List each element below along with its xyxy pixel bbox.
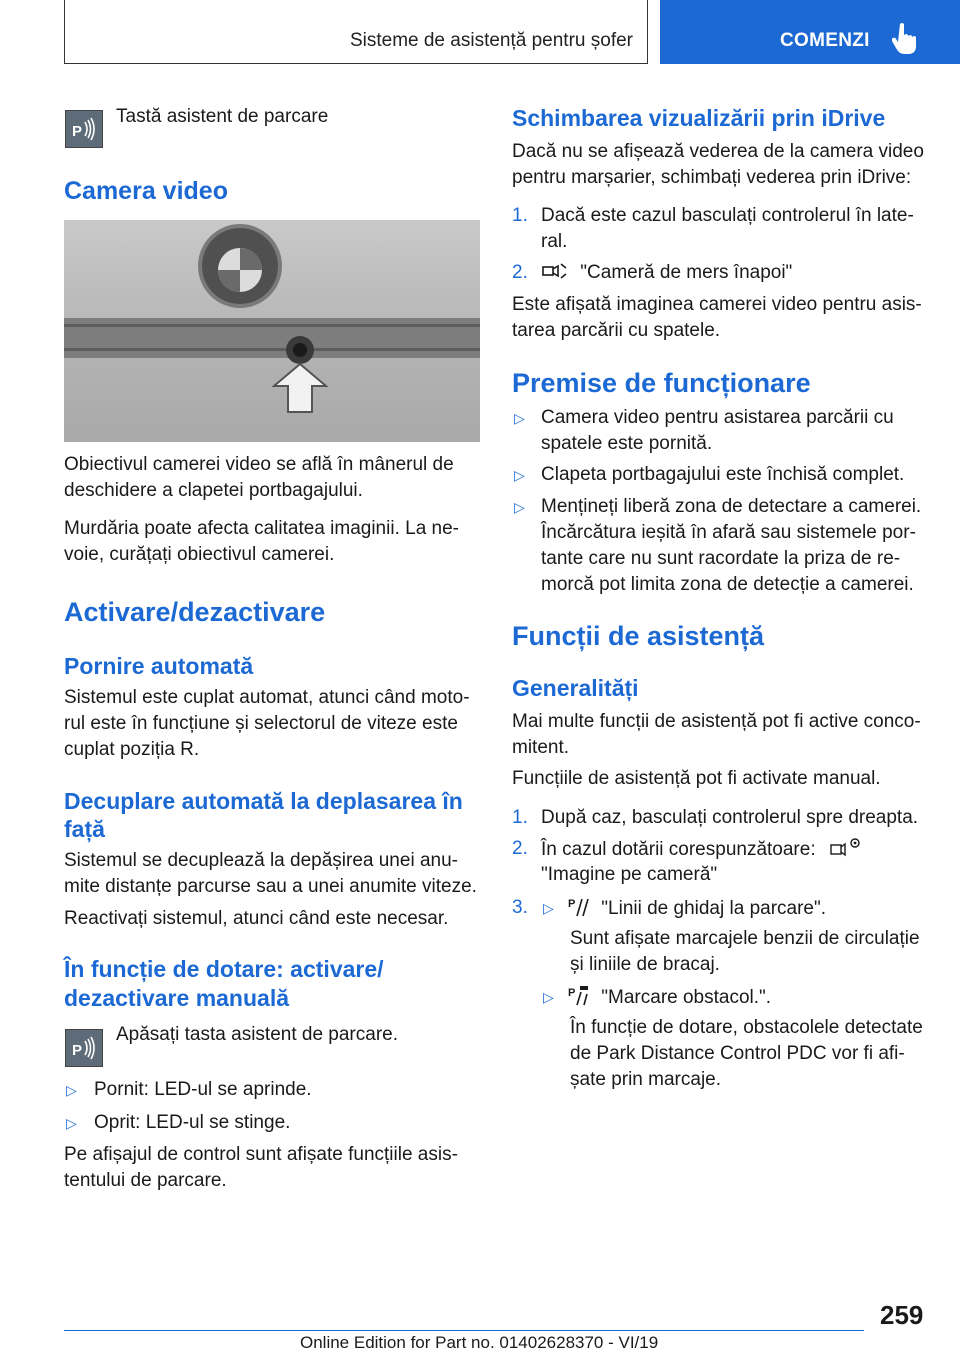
result-line-1: Este afișată imaginea camerei video pentru asis‐ [512, 294, 922, 315]
heading-activare: Activare/dezactivare [64, 597, 326, 627]
svg-text:P: P [568, 987, 576, 999]
s3b-text: "Marcare obstacol.". [601, 987, 772, 1008]
heading-camera-video: Camera video [64, 177, 228, 205]
heading-manual-line-2: dezactivare manuală [64, 985, 290, 1011]
bullet-oprit: Oprit: LED-ul se stinge. [94, 1112, 291, 1133]
schimbarea-line-1: Dacă nu se afișează vederea de la camera video [512, 141, 924, 162]
parking-guide-lines-icon [568, 895, 592, 917]
step-1-number: 1. [512, 205, 528, 226]
parking-assist-button-icon [65, 110, 103, 148]
heading-pornire: Pornire automată [64, 653, 254, 679]
bullet-triangle-icon: ▷ [514, 467, 525, 483]
footer-edition: Online Edition for Part no. 01402628370 - VI/19 [300, 1333, 659, 1352]
parking-button-caption: Tastă asistent de parcare [116, 106, 329, 127]
s1-text: După caz, basculați controlerul spre dreapta. [541, 807, 919, 828]
bullet-pornit: Pornit: LED-ul se aprinde. [94, 1079, 312, 1100]
camera-para-1-line-1: Obiectivul camerei video se află în mânerul de [64, 454, 454, 475]
camera-location-photo [64, 220, 480, 442]
parking-assist-button-icon-2 [65, 1029, 103, 1067]
pornire-line-1: Sistemul este cuplat automat, atunci când moto‐ [64, 687, 470, 708]
svg-text:P: P [72, 123, 83, 140]
decuplare-line-2: mite distanțe parcurse sau a unei anumite viteze. [64, 876, 477, 897]
camera-para-2-line-2: voie, curățați obiectivul camerei. [64, 544, 335, 565]
s2-line-1-text: În cazul dotării corespunzătoare: [541, 839, 816, 860]
header-tab-label: COMENZI [780, 30, 870, 51]
end-line-1: Pe afișajul de control sunt afișate funcțiile asis‐ [64, 1144, 458, 1165]
bullet-triangle-icon: ▷ [66, 1082, 77, 1098]
s1-number: 1. [512, 807, 528, 828]
camera-para-1-line-2: deschidere a clapetei portbagajului. [64, 480, 363, 501]
step-2-item [541, 260, 792, 286]
header-section-title: Sisteme de asistență pentru șofer [349, 30, 633, 51]
page-number: 259 [880, 1300, 924, 1330]
bullet-triangle-icon: ▷ [543, 989, 554, 1005]
s3b-desc-3: șate prin marcaje. [570, 1069, 722, 1090]
header-tab-comenzi[interactable] [660, 0, 960, 64]
heading-schimbarea: Schimbarea vizualizării prin iDrive [512, 105, 886, 131]
s2-line-1 [541, 836, 863, 863]
rear-camera-icon [541, 261, 569, 281]
bullet-triangle-icon: ▷ [514, 499, 525, 515]
bullet-triangle-icon: ▷ [514, 410, 525, 426]
result-line-2: tarea parcării cu spatele. [512, 320, 721, 341]
decuplare-line-3: Reactivați sistemul, atunci când este necesar. [64, 908, 449, 929]
footer-divider [64, 1330, 864, 1331]
svg-text:P: P [568, 898, 576, 910]
heading-premise: Premise de funcționare [512, 368, 811, 398]
schimbarea-line-2: pentru marșarier, schimbați vederea prin iDrive: [512, 167, 912, 188]
general-line-1: Mai multe funcții de asistență pot fi active conco‐ [512, 711, 921, 732]
press-button-caption: Apăsați tasta asistent de parcare. [116, 1024, 398, 1045]
s3b-desc-1: În funcție de dotare, obstacolele detectate [570, 1017, 923, 1038]
s3b-item [568, 984, 771, 1011]
step-2-text: "Cameră de mers înapoi" [580, 262, 793, 283]
premise-1-line-1: Camera video pentru asistarea parcării cu [541, 407, 894, 428]
heading-decuplare-line-1: Decuplare automată la deplasarea în [64, 788, 463, 814]
premise-3-line-1: Mențineți liberă zona de detectare a camerei. [541, 496, 922, 517]
heading-functii: Funcții de asistență [512, 621, 765, 651]
heading-manual-line-1: În funcție de dotare: activare/ [64, 956, 384, 982]
premise-1-line-2: spatele este pornită. [541, 433, 713, 454]
step-2-number: 2. [512, 262, 528, 283]
premise-3-line-4: morcă pot limita zona de detecție a camerei. [541, 574, 914, 595]
camera-para-2-line-1: Murdăria poate afecta calitatea imaginii. La ne‐ [64, 518, 460, 539]
header-section-box [64, 0, 648, 64]
step-1-line-2: ral. [541, 231, 568, 252]
s2-number: 2. [512, 838, 528, 859]
s3a-item [568, 895, 826, 922]
s3b-desc-2: de Park Distance Control PDC vor fi afi‐ [570, 1043, 905, 1064]
pointing-hand-icon [892, 22, 918, 54]
premise-3-line-3: tante care nu sunt racordate la priza de re‐ [541, 548, 901, 569]
s2-line-2: "Imagine pe cameră" [541, 864, 718, 885]
premise-2: Clapeta portbagajului este închisă complet. [541, 464, 905, 485]
obstacle-marking-icon [568, 984, 592, 1006]
general-line-3: Funcțiile de asistență pot fi activate manual. [512, 768, 881, 789]
general-line-2: mitent. [512, 737, 570, 758]
heading-decuplare-line-2: față [64, 816, 105, 842]
heading-generalitati: Generalități [512, 675, 639, 701]
end-line-2: tentului de parcare. [64, 1170, 227, 1191]
s3a-desc-2: și liniile de bracaj. [570, 954, 720, 975]
s3-number: 3. [512, 897, 528, 918]
svg-text:P: P [72, 1042, 83, 1059]
premise-3-line-2: Încărcătura ieșită în afară sau sistemele por‐ [541, 522, 916, 543]
step-1-line-1: Dacă este cazul basculați controlerul în late‐ [541, 205, 914, 226]
s3a-desc-1: Sunt afișate marcajele benzii de circulație [570, 928, 920, 949]
decuplare-line-1: Sistemul se decuplează la depășirea unei anu‐ [64, 850, 458, 871]
bullet-triangle-icon: ▷ [66, 1115, 77, 1131]
pornire-line-2: rul este în funcțiune și selectorul de viteze este [64, 713, 458, 734]
camera-settings-icon [829, 836, 863, 858]
pornire-line-3: cuplat poziția R. [64, 739, 200, 760]
bullet-triangle-icon: ▷ [543, 900, 554, 916]
s3a-text: "Linii de ghidaj la parcare". [601, 898, 827, 919]
